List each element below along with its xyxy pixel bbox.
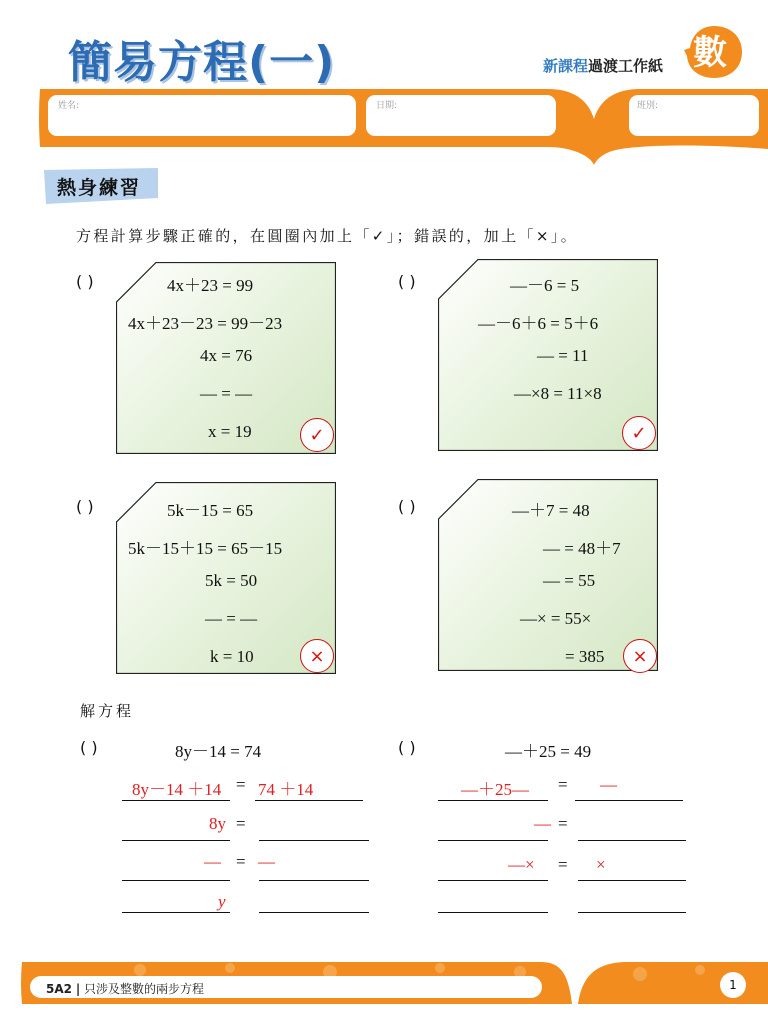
answer-line[interactable] [438, 880, 548, 881]
name-field[interactable] [48, 95, 356, 136]
solve-left-paren[interactable]: ( ) [80, 738, 98, 757]
class-field-label: 班別: [637, 101, 659, 111]
answer-line[interactable] [259, 880, 369, 881]
solve-title: 解方程 [80, 702, 135, 720]
answer-line[interactable] [438, 912, 548, 913]
date-field-label: 日期: [376, 101, 398, 111]
answer-line[interactable] [578, 912, 686, 913]
instruction-text: 方程計算步驟正確的，在圓圈內加上「✓」；錯誤的，加上「×」。 [76, 227, 579, 245]
solve-right-step2-eq: = [558, 814, 568, 833]
answer-paren-4[interactable]: ( ) [398, 497, 416, 516]
solve-right-step1-rhs: — [600, 775, 617, 794]
answer-line[interactable] [122, 912, 230, 913]
section-title: 熱身練習 [57, 177, 142, 199]
solve-left-step2-eq: = [236, 814, 246, 833]
page-title: 簡易方程(一) [68, 37, 336, 88]
answer-line[interactable] [438, 840, 548, 841]
p3-line-2: 5k－15＋15 = 65－15 [128, 539, 283, 558]
p4-line-3: — = 55 [543, 571, 596, 590]
p3-line-3: 5k = 50 [205, 571, 258, 590]
solve-right-step1-lhs: —＋25— [461, 780, 529, 799]
p3-line-5: k = 10 [210, 647, 254, 666]
answer-line[interactable] [122, 840, 230, 841]
answer-line[interactable] [578, 840, 686, 841]
p4-cross-mark[interactable]: × [623, 639, 657, 673]
p1-line-1: 4x＋23 = 99 [167, 276, 254, 295]
solve-left-step1-lhs: 8y－14 ＋14 [132, 780, 222, 799]
p2-line-4: —×8 = 11×8 [514, 384, 602, 403]
brand-rest: 過渡工作紙 [588, 57, 664, 75]
footer-text [46, 980, 204, 997]
solve-left-step2-lhs: 8y [209, 814, 226, 833]
solve-right-step3-rhs: × [596, 855, 606, 874]
answer-paren-3[interactable]: ( ) [76, 497, 94, 516]
p4-line-1: —＋7 = 48 [512, 501, 590, 520]
answer-line[interactable] [122, 800, 230, 801]
answer-paren-2[interactable]: ( ) [398, 272, 416, 291]
answer-paren-1[interactable]: ( ) [76, 272, 94, 291]
solve-left-step1-eq: = [236, 775, 246, 794]
answer-line[interactable] [578, 880, 686, 881]
solve-left-step3-eq: = [236, 852, 246, 871]
p1-line-3: 4x = 76 [200, 346, 253, 365]
p4-line-4: —× = 55× [520, 609, 592, 628]
p2-line-2: —－6＋6 = 5＋6 [478, 314, 599, 333]
answer-line[interactable] [122, 880, 230, 881]
answer-line[interactable] [259, 912, 369, 913]
p2-check-mark[interactable]: ✓ [622, 416, 656, 450]
solve-left-step3-lhs: — [204, 852, 221, 871]
p4-line-2: — = 48＋7 [543, 539, 621, 558]
solve-left-equation: 8y－14 = 74 [175, 742, 262, 761]
answer-line[interactable] [575, 800, 683, 801]
p4-line-5: = 385 [565, 647, 605, 666]
solve-left-step4-lhs: y [218, 892, 226, 911]
page-number: 1 [720, 972, 746, 998]
p1-line-4: — = — [200, 384, 253, 403]
solve-right-equation: —＋25 = 49 [505, 742, 592, 761]
brand-highlight: 新課程 [543, 57, 589, 75]
footer-description: 只涉及整數的兩步方程 [84, 982, 205, 996]
p1-line-2: 4x＋23－23 = 99－23 [128, 314, 283, 333]
name-field-label: 姓名: [58, 101, 80, 111]
p1-check-mark[interactable]: ✓ [300, 418, 334, 452]
solve-left-step1-rhs: 74 ＋14 [258, 780, 314, 799]
p3-line-1: 5k－15 = 65 [167, 501, 254, 520]
solve-right-step3-lhs: —× [508, 855, 535, 874]
solve-right-step2-lhs: — [534, 814, 551, 833]
p1-line-5: x = 19 [208, 422, 252, 441]
solve-right-step1-eq: = [558, 775, 568, 794]
solve-left-step3-rhs: — [258, 852, 275, 871]
answer-line[interactable] [438, 800, 548, 801]
answer-line[interactable] [255, 800, 363, 801]
solve-right-paren[interactable]: ( ) [398, 738, 416, 757]
p3-line-4: — = — [205, 609, 258, 628]
answer-line[interactable] [259, 840, 369, 841]
brand-logo-text: 數 [693, 33, 727, 73]
p2-line-3: — = 11 [537, 346, 589, 365]
p3-cross-mark[interactable]: × [300, 639, 334, 673]
solve-right-step3-eq: = [558, 855, 568, 874]
footer-code: 5A2 [46, 982, 72, 996]
p2-line-1: —－6 = 5 [510, 276, 580, 295]
brand-label [543, 55, 663, 76]
footer-separator: | [75, 982, 81, 996]
